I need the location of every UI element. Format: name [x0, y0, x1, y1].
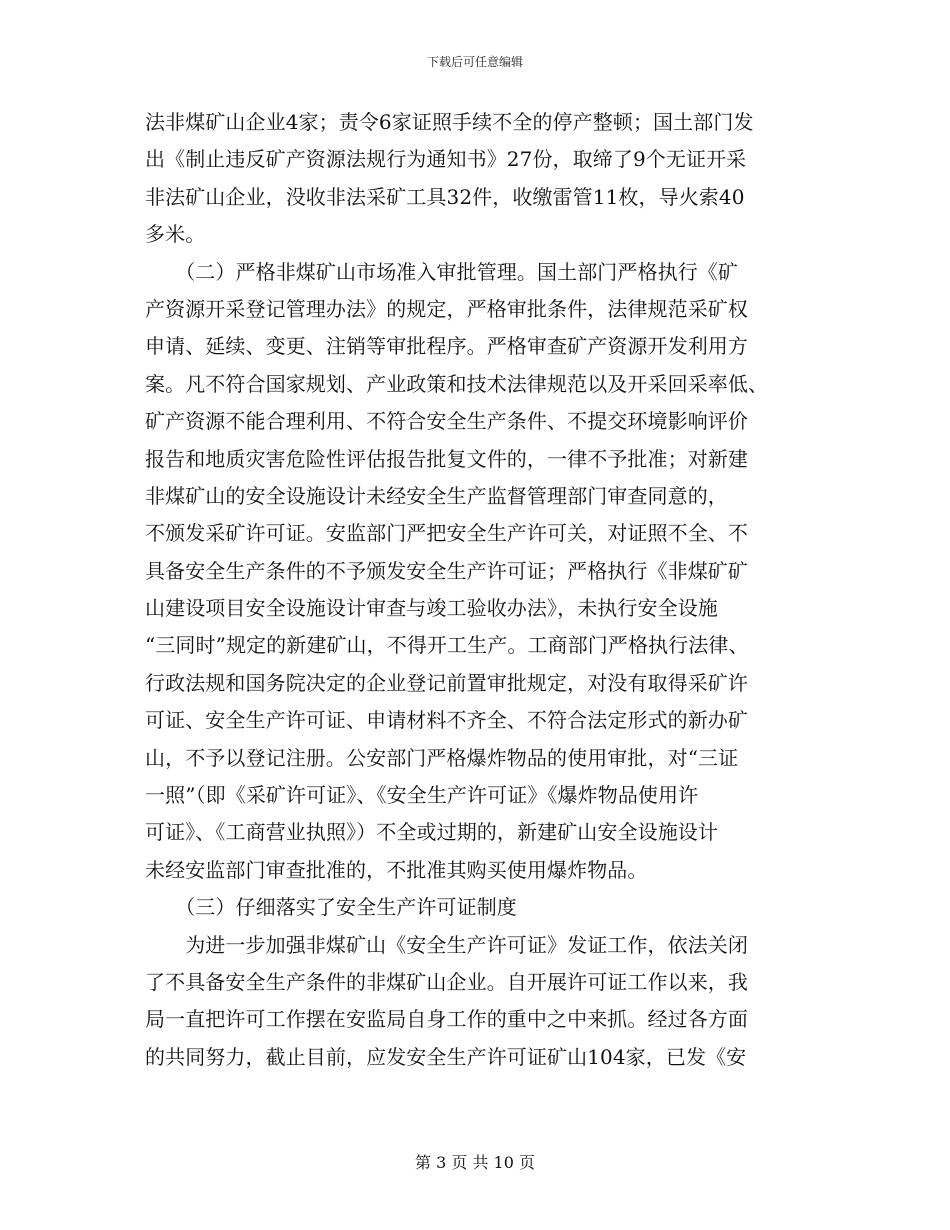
text-line: 未经安监部门审查批准的，不批准其购买使用爆炸物品。 [145, 857, 648, 882]
text-line: 矿产资源不能合理利用、不符合安全生产条件、不提交环境影响评价 [145, 409, 748, 434]
text-line: 非法矿山企业，没收非法采矿工具32件，收缴雷管11枚，导火索40 [145, 184, 745, 209]
text-line: 为进一步加强非煤矿山《安全生产许可证》发证工作，依法关闭 [145, 932, 748, 957]
page-footer: 第 3 页 共 10 页 [415, 1153, 535, 1172]
text-line: 可证》、《工商营业执照》）不全或过期的，新建矿山安全设施设计 [145, 820, 718, 845]
text-line: 非煤矿山的安全设施设计未经安全生产监督管理部门审查同意的， [145, 483, 728, 508]
text-line: 可证、安全生产许可证、申请材料不齐全、不符合法定形式的新办矿 [145, 708, 748, 733]
text-line: 山建设项目安全设施设计审查与竣工验收办法》，未执行安全设施 [145, 596, 718, 621]
text-line: （二）严格非煤矿山市场准入审批管理。国土部门严格执行《矿 [145, 259, 738, 284]
text-line: 法非煤矿山企业4家；责令6家证照手续不全的停产整顿；国土部门发 [145, 110, 754, 134]
text-line: 出《制止违反矿产资源法规行为通知书》27份，取缔了9个无证开采 [145, 147, 747, 172]
text-line: 了不具备安全生产条件的非煤矿山企业。自开展许可证工作以来，我 [145, 969, 748, 994]
text-line: 的共同努力，截止目前，应发安全生产许可证矿山104家，已发《安 [145, 1044, 747, 1069]
text-line: 产资源开采登记管理办法》的规定，严格审批条件，法律规范采矿权 [145, 296, 748, 321]
text-line: 山，不予以登记注册。公安部门严格爆炸物品的使用审批，对“三证 [145, 745, 739, 770]
page-header: 下载后可任意编辑 [426, 55, 523, 69]
text-line: 案。凡不符合国家规划、产业政策和技术法律规范以及开采回采率低、 [145, 371, 769, 396]
text-line: 一照”（即《采矿许可证》、《安全生产许可证》《爆炸物品使用许 [145, 783, 699, 808]
text-line: 报告和地质灾害危险性评估报告批复文件的，一律不予批准；对新建 [145, 446, 748, 471]
text-line: 不颁发采矿许可证。安监部门严把安全生产许可关，对证照不全、不 [145, 521, 748, 546]
text-line: 申请、延续、变更、注销等审批程序。严格审查矿产资源开发利用方 [145, 334, 748, 359]
text-line: （三）仔细落实了安全生产许可证制度 [145, 895, 517, 920]
text-line: 具备安全生产条件的不予颁发安全生产许可证；严格执行《非煤矿矿 [145, 558, 748, 583]
body-text [145, 104, 810, 1076]
text-line: 局一直把许可工作摆在安监局自身工作的重中之中来抓。经过各方面 [145, 1007, 748, 1032]
text-line: “三同时”规定的新建矿山，不得开工生产。工商部门严格执行法律、 [145, 633, 749, 658]
text-line: 多米。 [145, 222, 206, 247]
text-line: 行政法规和国务院决定的企业登记前置审批规定，对没有取得采矿许 [145, 670, 748, 695]
